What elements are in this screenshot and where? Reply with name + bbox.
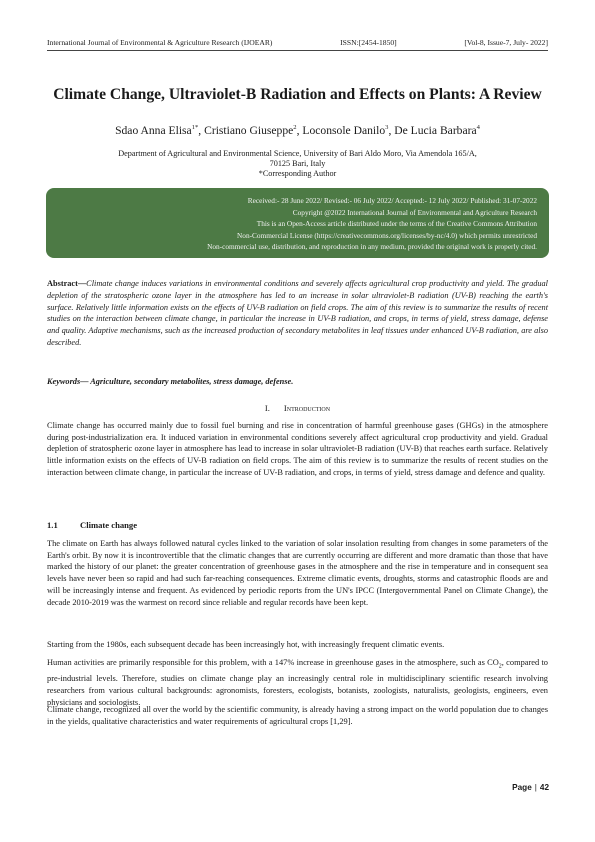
subsection-heading: [47, 520, 548, 530]
affiliation: [60, 149, 535, 180]
subsection-number: 1.1: [47, 520, 58, 530]
article-info-box: [46, 188, 549, 258]
paragraph: Starting from the 1980s, each subsequent decade has been increasingly hot, with increasingly frequent climatic events.: [47, 640, 445, 649]
affiliation-city: 70125 Bari, Italy: [269, 159, 326, 169]
section-heading: [47, 403, 548, 413]
author-marker: 2: [293, 124, 297, 132]
running-header: [47, 38, 548, 51]
author-marker: 3: [385, 124, 389, 132]
page-number: 42: [539, 783, 549, 792]
affiliation-line: Department of Agricultural and Environmental Science, University of Bari Aldo Moro, Via Amendola 165/A,: [118, 149, 477, 158]
paragraph-text: , compared to pre-industrial levels. Therefore, studies on climate change play an increasingly central role in multidisciplinary scientific research involving researchers from various cultural backgrounds: agronomists, foresters, ecologists, botanists, zoologists, naturalists, geologists, engineers, even physicians and sociologists.: [47, 658, 548, 707]
corresponding-author-note: *Corresponding Author: [258, 169, 337, 179]
author-name: Cristiano Giuseppe: [204, 124, 294, 137]
issn: ISSN:[2454-1850]: [340, 38, 397, 47]
author-name: De Lucia Barbara: [394, 124, 477, 137]
copyright-line: Copyright @2022 International Journal of Environmental and Agriculture Research: [292, 207, 537, 217]
abstract: [47, 278, 548, 349]
page-label: Page: [512, 783, 532, 792]
section-title: Introduction: [283, 403, 331, 413]
paragraph: Climate change, recognized all over the world by the scientific community, is already having a strong impact on the world population due to changes in the yields, qualitative characteristics and water requirements of agricultural crops [1,29].: [47, 705, 548, 726]
paper-title: Climate Change, Ultraviolet-B Radiation and Effects on Plants: A Review: [53, 86, 542, 103]
abstract-label: Abstract—: [47, 279, 87, 288]
journal-name: International Journal of Environmental & Agriculture Research (IJOEAR): [47, 38, 273, 47]
author-list: Sdao Anna Elisa$^{1*}$, Cristiano Giuseppe$^2$, Loconsole Danilo$^3$, De Lucia Barbara$^4$: [115, 124, 480, 137]
paragraph: [47, 657, 548, 708]
keywords: Keywords— Agriculture, secondary metabolites, stress damage, defense.: [47, 377, 294, 386]
license-line: Non-commercial use, distribution, and reproduction in any medium, provided the original work is properly cited.: [207, 242, 537, 252]
subscript: 2: [498, 663, 502, 670]
article-dates: Received:- 28 June 2022/ Revised:- 06 July 2022/ Accepted:- 12 July 2022/ Published: 31-07-2022: [247, 196, 537, 205]
page-separator: |: [534, 783, 537, 792]
section-number: I.: [264, 403, 270, 413]
license-line: This is an Open-Access article distributed under the terms of the Creative Commons Attribution: [256, 219, 537, 229]
author-name: Loconsole Danilo: [302, 124, 386, 137]
page-footer: [512, 783, 549, 792]
volume-issue: [Vol-8, Issue-7, July- 2022]: [464, 38, 548, 47]
paragraph-text: Human activities are primarily responsible for this problem, with a 147% increase in greenhouse gases in the atmosphere, such as CO: [47, 658, 499, 667]
author-marker: 4: [476, 124, 480, 132]
subsection-title: Climate change: [80, 520, 138, 530]
abstract-text: Climate change induces variations in environmental conditions and severely affects agricultural crop productivity and yield. The gradual depletion of the stratospheric ozone layer in the atmosphere has led to an increase in solar ultraviolet-B radiation (UV-B) reaching the earth's surface. Relatively little information exists on the effects of UV-B radiation on field crops. The aim of this review is to summarize the results of recent studies on the interaction between climate change, in particular the increase in UV-B radiation, and crops, in terms of yield, stress damage, defense and quality. Adaptive mechanisms, such as the increased production of secondary metabolites in leaf tissues under enhanced UV-B radiation, are also described.: [47, 279, 548, 347]
license-line: Non-Commercial License (https://creativecommons.org/licenses/by-nc/4.0) which permits unrestricted: [237, 230, 537, 240]
intro-paragraph: Climate change has occurred mainly due to fossil fuel burning and rise in concentration of harmful greenhouse gases (GHGs) in the atmosphere during post-industrialization era. It induced variation in environmental conditions severely affect agricultural crop productivity and yield. Gradual depletion of stratospheric ozone layer in atmosphere has lead to increase in solar ultraviolet-B radiation (UV-B) that reaches earth surface. Relatively little information exists on the effects of UV-B radiation on field crops. The aim of this review is to summarize the results of recent studies on the interaction between climate change, in particular the increase of UV-B radiation, and crops, in terms of yield, stress damage and defence and quality.: [47, 421, 548, 477]
paragraph: The climate on Earth has always followed natural cycles linked to the variation of solar insolation resulting from changes in some parameters of the Earth's orbit. By now it is incontrovertible that the climatic changes that are currently occurring are different and more dramatic than those that have marked the history of our planet: the greater concentration of greenhouse gases in the atmosphere and the rise in temperature and in consequent sea levels have never been so rapid and had such far-reaching consequences. Extreme climatic events, droughts, storms and catastrophic floods are and will be increasingly intense and frequent. As evidenced by periodic reports from the UN's IPCC (Intergovernmental Panel on Climate Change), the decade 2010-2019 was the warmest on record since reliable and regular records have been kept.: [47, 539, 548, 607]
author-name: Sdao Anna Elisa: [115, 124, 192, 137]
author-marker: 1*: [191, 124, 199, 132]
